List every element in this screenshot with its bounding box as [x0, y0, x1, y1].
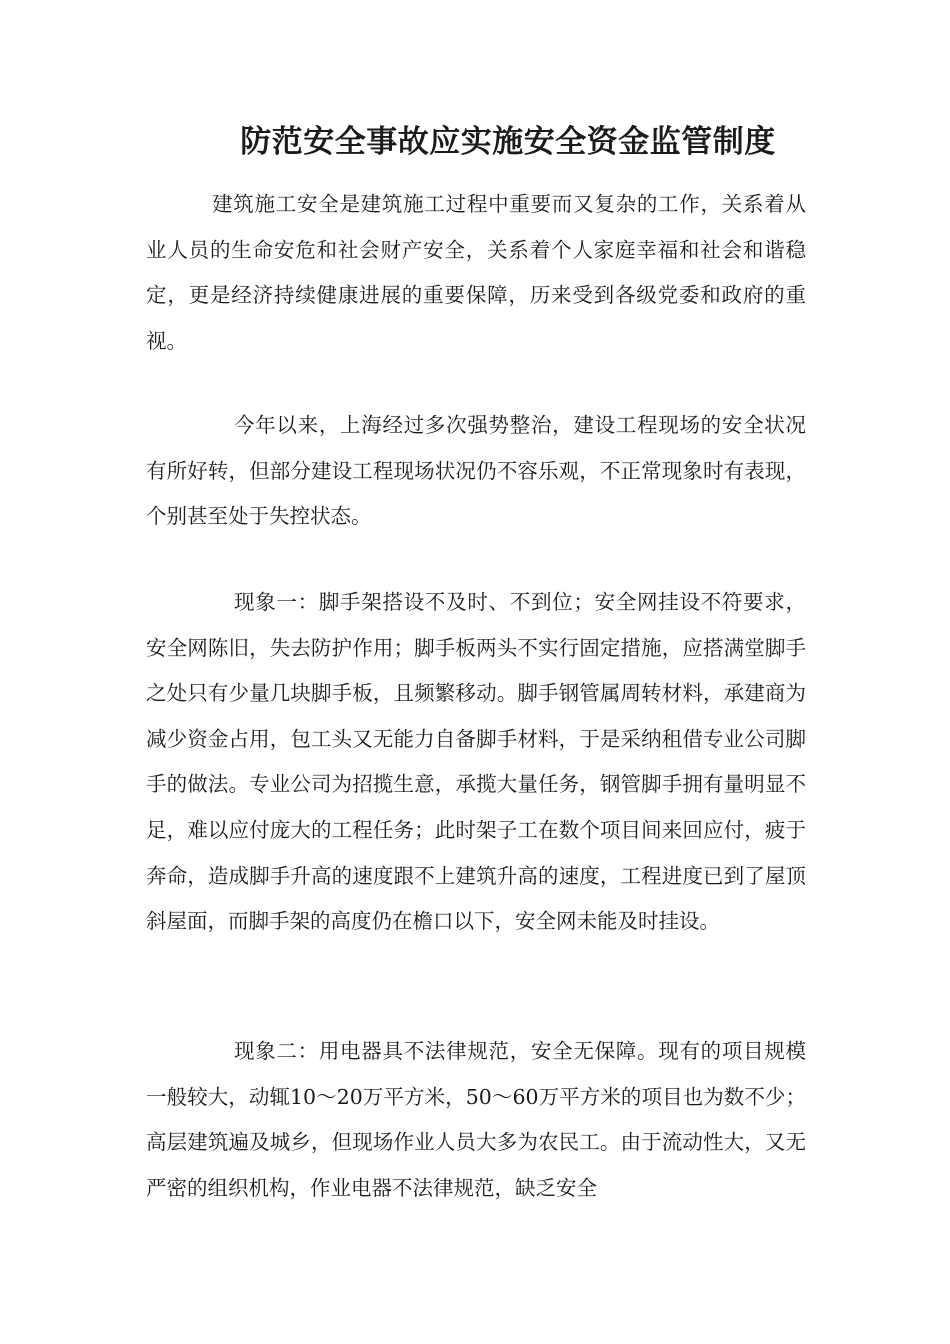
paragraph-status: 今年以来，上海经过多次强势整治，建设工程现场的安全状况有所好转，但部分建设工程现场状况仍不容乐观，不正常现象时有表现，个别甚至处于失控状态。 — [146, 413, 806, 529]
paragraph-phenomenon-one: 现象一：脚手架搭设不及时、不到位；安全网挂设不符要求，安全网陈旧，失去防护作用；脚手板两头不实行固定措施，应搭满堂脚手之处只有少量几块脚手板，且频繁移动。脚手钢管属周转材料，承建商为减少资金占用，包工头又无能力自备脚手材料，于是采纳租借专业公司脚手的做法。专业公司为招揽生意，承揽大量任务，钢管脚手拥有量明显不足，难以应付庞大的工程任务；此时架子工在数个项目间来回应付，疲于奔命，造成脚手升高的速度跟不上建筑升高的速度，工程进度已到了屋顶斜屋面，而脚手架的高度仍在檐口以下，安全网未能及时挂设。 — [146, 590, 806, 934]
document-title: 防范安全事故应实施安全资金监管制度 — [240, 124, 776, 160]
paragraph-phenomenon-two: 现象二：用电器具不法律规范，安全无保障。现有的项目规模一般较大，动辄10～20万平方米，50～60万平方米的项目也为数不少；高层建筑遍及城乡，但现场作业人员大多为农民工。由于流动性大，又无严密的组织机构，作业电器不法律规范，缺乏安全 — [146, 1039, 806, 1200]
paragraph-intro: 建筑施工安全是建筑施工过程中重要而又复杂的工作，关系着从业人员的生命安危和社会财产安全，关系着个人家庭幸福和社会和谐稳定，更是经济持续健康进展的重要保障，历来受到各级党委和政府的重视。 — [146, 192, 806, 353]
